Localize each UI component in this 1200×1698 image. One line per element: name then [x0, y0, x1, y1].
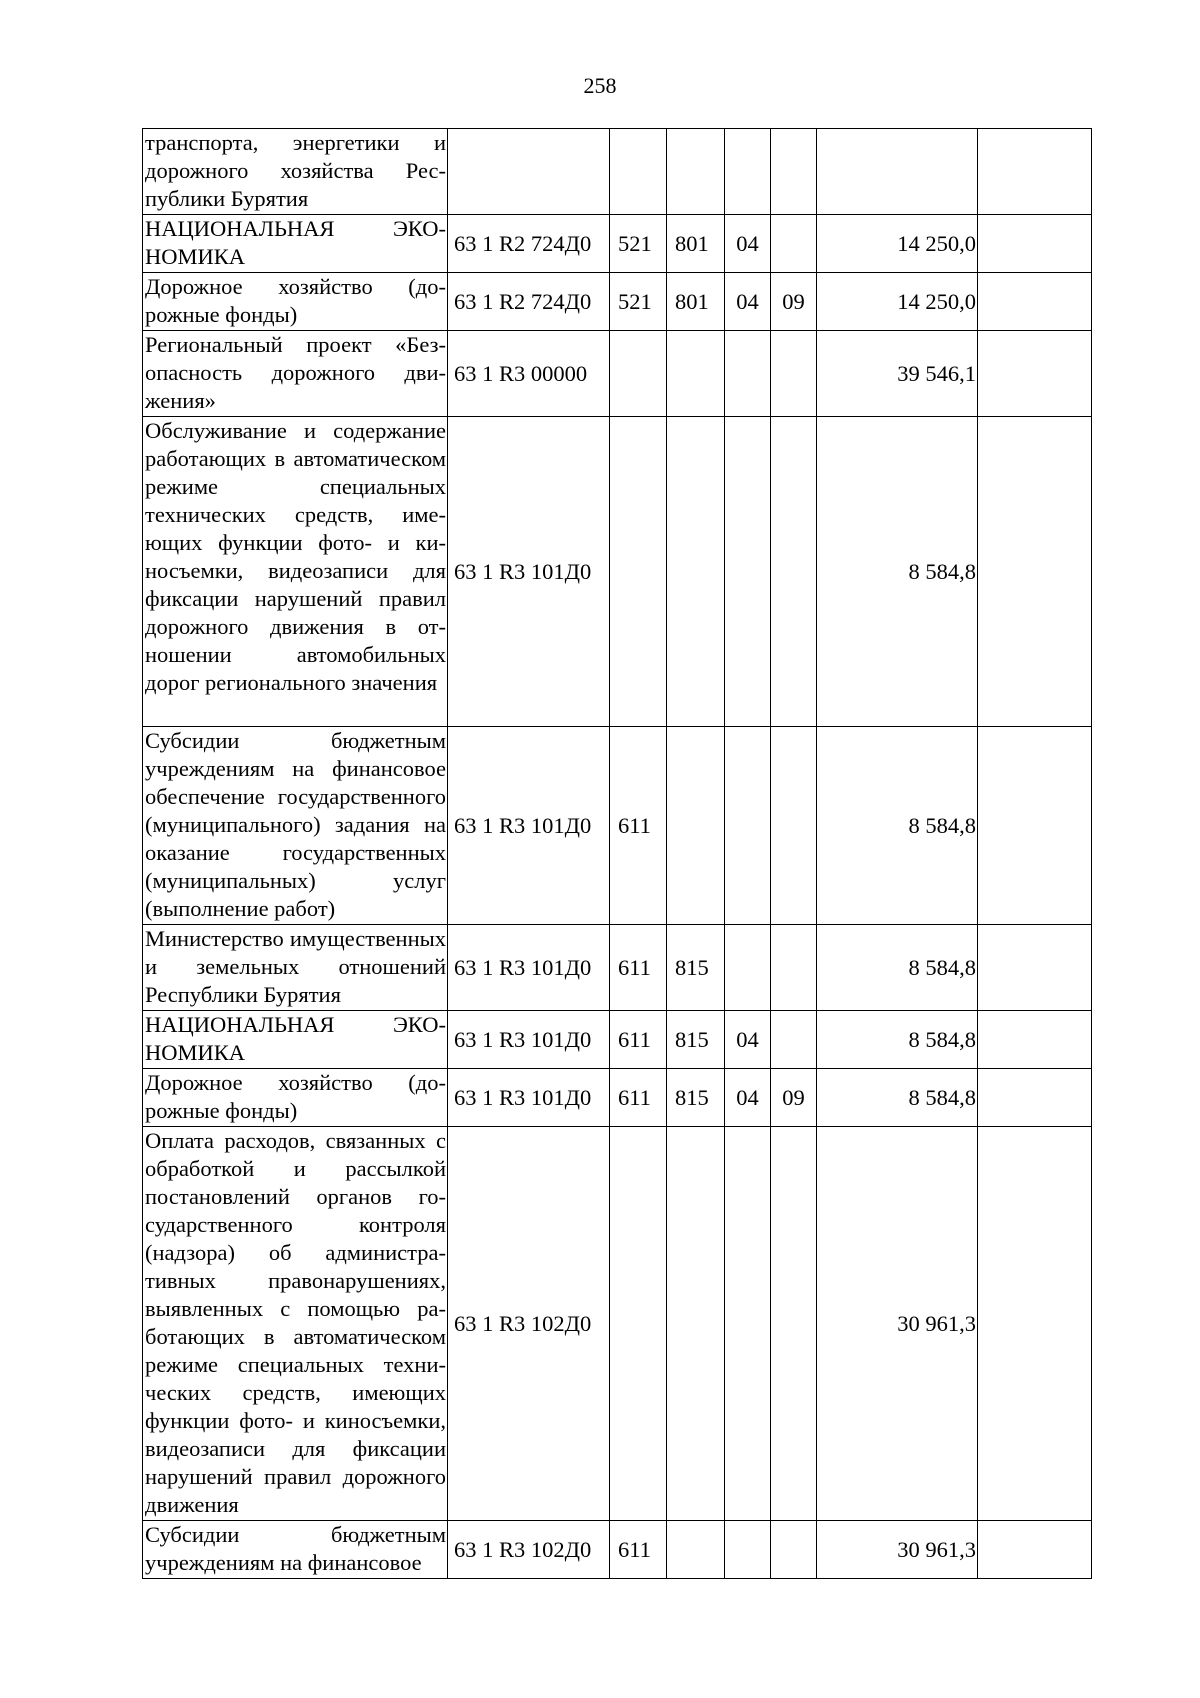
- extra-cell: [978, 129, 1092, 215]
- amount-cell: 30 961,3: [817, 1521, 978, 1579]
- section-cell: 04: [725, 1069, 771, 1127]
- extra-cell: [978, 1521, 1092, 1579]
- ministry-cell: 801: [667, 215, 725, 273]
- amount-cell: 8 584,8: [817, 727, 978, 925]
- table-row: [143, 417, 1092, 727]
- row-name-cell: Дорожное хозяйство (дорожные фонды): [143, 273, 448, 331]
- amount-cell: 8 584,8: [817, 1011, 978, 1069]
- subsection-cell: [771, 925, 817, 1011]
- table-row: [143, 925, 1092, 1011]
- subsection-cell: [771, 727, 817, 925]
- expense-type-cell: [610, 417, 667, 727]
- ministry-cell: 815: [667, 925, 725, 1011]
- target-article-cell: 63 1 R2 724Д0: [448, 215, 610, 273]
- target-article-cell: 63 1 R3 101Д0: [448, 925, 610, 1011]
- extra-cell: [978, 925, 1092, 1011]
- subsection-cell: [771, 417, 817, 727]
- ministry-cell: [667, 331, 725, 417]
- expense-type-cell: 521: [610, 273, 667, 331]
- section-cell: [725, 129, 771, 215]
- subsection-cell: [771, 1011, 817, 1069]
- expense-type-cell: 611: [610, 1011, 667, 1069]
- row-name-cell: Министерство имущественных и земельных отношений Республики Бурятия: [143, 925, 448, 1011]
- table-row: [143, 1521, 1092, 1579]
- target-article-cell: [448, 129, 610, 215]
- table-row: [143, 331, 1092, 417]
- amount-cell: 8 584,8: [817, 417, 978, 727]
- section-cell: [725, 1127, 771, 1521]
- ministry-cell: [667, 727, 725, 925]
- expense-type-cell: [610, 129, 667, 215]
- subsection-cell: [771, 215, 817, 273]
- target-article-cell: 63 1 R3 101Д0: [448, 417, 610, 727]
- ministry-cell: [667, 417, 725, 727]
- amount-cell: 14 250,0: [817, 273, 978, 331]
- row-name-cell: Дорожное хозяйство (дорожные фонды): [143, 1069, 448, 1127]
- target-article-cell: 63 1 R3 101Д0: [448, 1069, 610, 1127]
- target-article-cell: 63 1 R3 101Д0: [448, 1011, 610, 1069]
- subsection-cell: [771, 1521, 817, 1579]
- section-cell: [725, 331, 771, 417]
- table-row: [143, 727, 1092, 925]
- extra-cell: [978, 1011, 1092, 1069]
- subsection-cell: [771, 331, 817, 417]
- section-cell: [725, 417, 771, 727]
- subsection-cell: [771, 1127, 817, 1521]
- section-cell: 04: [725, 215, 771, 273]
- ministry-cell: [667, 1521, 725, 1579]
- target-article-cell: 63 1 R3 101Д0: [448, 727, 610, 925]
- target-article-cell: 63 1 R3 102Д0: [448, 1521, 610, 1579]
- expense-type-cell: 611: [610, 1521, 667, 1579]
- table-row: [143, 1011, 1092, 1069]
- table-row: [143, 1127, 1092, 1521]
- expense-type-cell: 611: [610, 727, 667, 925]
- extra-cell: [978, 1127, 1092, 1521]
- amount-cell: 14 250,0: [817, 215, 978, 273]
- amount-cell: [817, 129, 978, 215]
- ministry-cell: 815: [667, 1069, 725, 1127]
- extra-cell: [978, 417, 1092, 727]
- section-cell: [725, 1521, 771, 1579]
- row-name-cell: Региональный проект «Безопасность дорожного движения»: [143, 331, 448, 417]
- amount-cell: 39 546,1: [817, 331, 978, 417]
- row-name-cell: Обслуживание и содержание работающих в автоматическом режиме специальных технических средств, имеющих функции фото- и киносъемки, видеозаписи для фиксации нарушений правил дорожного движения в отношении автомобильных дорог регионального значения: [143, 417, 448, 727]
- extra-cell: [978, 727, 1092, 925]
- ministry-cell: [667, 1127, 725, 1521]
- page-number: 258: [583, 73, 617, 98]
- section-cell: 04: [725, 273, 771, 331]
- subsection-cell: [771, 129, 817, 215]
- target-article-cell: 63 1 R3 102Д0: [448, 1127, 610, 1521]
- ministry-cell: 815: [667, 1011, 725, 1069]
- expense-type-cell: 611: [610, 1069, 667, 1127]
- row-name-cell: НАЦИОНАЛЬНАЯ ЭКОНОМИКА: [143, 215, 448, 273]
- expense-type-cell: 521: [610, 215, 667, 273]
- amount-cell: 30 961,3: [817, 1127, 978, 1521]
- amount-cell: 8 584,8: [817, 1069, 978, 1127]
- table-row: [143, 215, 1092, 273]
- budget-table: [142, 128, 1092, 1579]
- section-cell: 04: [725, 1011, 771, 1069]
- table-row: [143, 1069, 1092, 1127]
- table-row: [143, 129, 1092, 215]
- extra-cell: [978, 1069, 1092, 1127]
- extra-cell: [978, 273, 1092, 331]
- row-name-cell: Субсидии бюджетным учреждениям на финансовое: [143, 1521, 448, 1579]
- target-article-cell: 63 1 R2 724Д0: [448, 273, 610, 331]
- subsection-cell: 09: [771, 273, 817, 331]
- row-name-cell: транспорта, энергетики и дорожного хозяйства Республики Бурятия: [143, 129, 448, 215]
- amount-cell: 8 584,8: [817, 925, 978, 1011]
- subsection-cell: 09: [771, 1069, 817, 1127]
- section-cell: [725, 925, 771, 1011]
- row-name-cell: Субсидии бюджетным учреждениям на финансовое обеспечение государственного (муниципального) задания на оказание государственных (муниципальных) услуг (выполнение работ): [143, 727, 448, 925]
- row-name-cell: НАЦИОНАЛЬНАЯ ЭКОНОМИКА: [143, 1011, 448, 1069]
- table-row: [143, 273, 1092, 331]
- ministry-cell: 801: [667, 273, 725, 331]
- ministry-cell: [667, 129, 725, 215]
- extra-cell: [978, 215, 1092, 273]
- expense-type-cell: [610, 1127, 667, 1521]
- row-name-cell: Оплата расходов, связанных с обработкой и рассылкой постановлений органов государственного контроля (надзора) об административных правонарушениях, выявленных с помощью работающих в автоматическом режиме специальных технических средств, имеющих функции фото- и киносъемки, видеозаписи для фиксации нарушений правил дорожного движения: [143, 1127, 448, 1521]
- section-cell: [725, 727, 771, 925]
- expense-type-cell: 611: [610, 925, 667, 1011]
- expense-type-cell: [610, 331, 667, 417]
- extra-cell: [978, 331, 1092, 417]
- target-article-cell: 63 1 R3 00000: [448, 331, 610, 417]
